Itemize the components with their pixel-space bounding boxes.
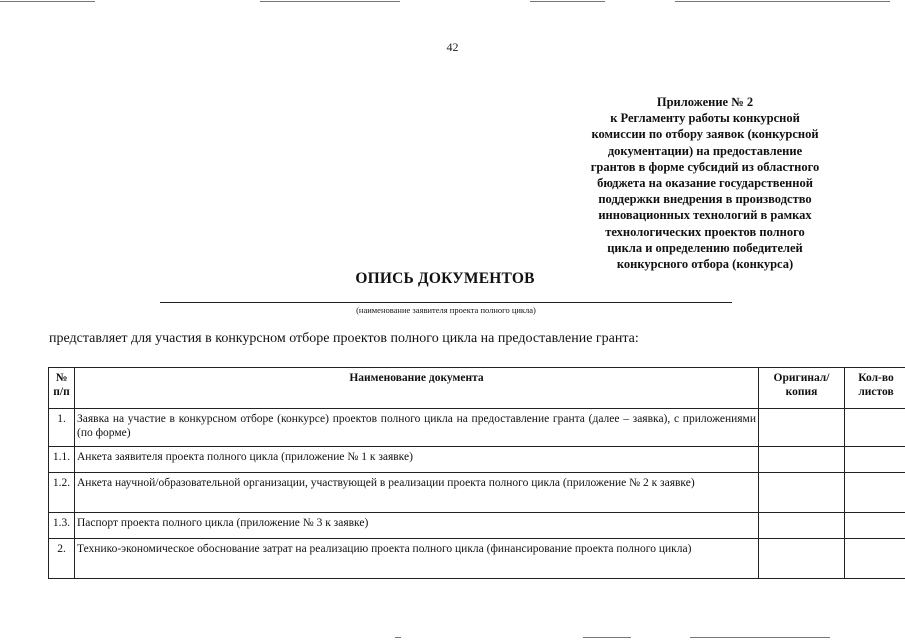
scan-edge-mark <box>675 1 890 2</box>
scan-edge-mark <box>530 1 605 2</box>
appendix-line: к Регламенту работы конкурсной <box>610 111 800 126</box>
intro-text: представляет для участия в конкурсном отборе проектов полного цикла на предоставление гранта: <box>49 331 639 346</box>
table-header-row <box>49 368 905 409</box>
row-original-cell[interactable] <box>759 447 845 473</box>
row-num: 1. <box>49 409 75 447</box>
appendix-line: инновационных технологий в рамках <box>598 208 812 223</box>
row-num: 1.2. <box>49 473 75 513</box>
appendix-line: Приложение № 2 <box>656 95 754 109</box>
header-count-line1: Кол-во <box>858 372 894 384</box>
appendix-line: цикла и определению победителей <box>607 240 803 255</box>
row-doc-name: Анкета заявителя проекта полного цикла (приложение № 1 к заявке) <box>75 447 759 473</box>
row-count-cell[interactable] <box>845 409 905 447</box>
documents-table <box>48 367 905 579</box>
row-count-cell[interactable] <box>845 539 905 579</box>
header-original-line2: копия <box>785 386 818 398</box>
table-row <box>49 513 905 539</box>
appendix-line: комиссии по отбору заявок (конкурсной <box>591 127 819 142</box>
appendix-line: поддержки внедрения в производство <box>598 192 812 207</box>
table-row <box>49 409 905 447</box>
row-count-cell[interactable] <box>845 473 905 513</box>
row-count-cell[interactable] <box>845 513 905 539</box>
row-doc-name: Анкета научной/образовательной организации, участвующей в реализации проекта полного цикла (приложение № 2 к заявке) <box>75 473 759 513</box>
row-num: 1.3. <box>49 513 75 539</box>
header-count-line2: листов <box>858 386 894 398</box>
row-original-cell[interactable] <box>759 409 845 447</box>
scan-edge-mark <box>260 1 400 2</box>
scan-edge-mark <box>0 1 95 2</box>
appendix-line: технологических проектов полного <box>605 224 805 239</box>
scan-edge-mark <box>583 637 631 638</box>
header-doc-name: Наименование документа <box>75 368 759 409</box>
applicant-name-line <box>160 302 732 303</box>
appendix-line: конкурсного отбора (конкурса) <box>616 257 794 272</box>
row-original-cell[interactable] <box>759 473 845 513</box>
scan-edge-mark <box>690 637 830 638</box>
table-row <box>49 447 905 473</box>
applicant-name-caption: (наименование заявителя проекта полного цикла) <box>356 305 536 315</box>
scan-edge-mark <box>395 637 401 638</box>
row-doc-name: Паспорт проекта полного цикла (приложение № 3 к заявке) <box>75 513 759 539</box>
row-original-cell[interactable] <box>759 539 845 579</box>
header-num-line2: п/п <box>53 386 70 398</box>
appendix-line: документации) на предоставление <box>607 143 803 158</box>
row-num: 2. <box>49 539 75 579</box>
appendix-line: грантов в форме субсидий из областного <box>590 159 820 174</box>
appendix-heading <box>555 94 855 272</box>
document-title: ОПИСЬ ДОКУМЕНТОВ <box>355 270 535 287</box>
row-original-cell[interactable] <box>759 513 845 539</box>
row-doc-name: Заявка на участие в конкурсном отборе (конкурсе) проектов полного цикла на предоставление гранта (далее – заявка), с приложениями (по форме) <box>75 409 759 447</box>
page-number: 42 <box>446 40 459 54</box>
header-num <box>49 368 75 409</box>
header-count <box>845 368 905 409</box>
table-row <box>49 539 905 579</box>
appendix-line: бюджета на оказание государственной <box>597 176 813 191</box>
table-row <box>49 473 905 513</box>
header-original-line1: Оригинал/ <box>773 372 830 384</box>
row-count-cell[interactable] <box>845 447 905 473</box>
header-original <box>759 368 845 409</box>
row-num: 1.1. <box>49 447 75 473</box>
header-num-line1: № <box>55 372 68 384</box>
row-doc-name: Технико-экономическое обоснование затрат на реализацию проекта полного цикла (финансирование проекта полного цикла) <box>75 539 759 579</box>
